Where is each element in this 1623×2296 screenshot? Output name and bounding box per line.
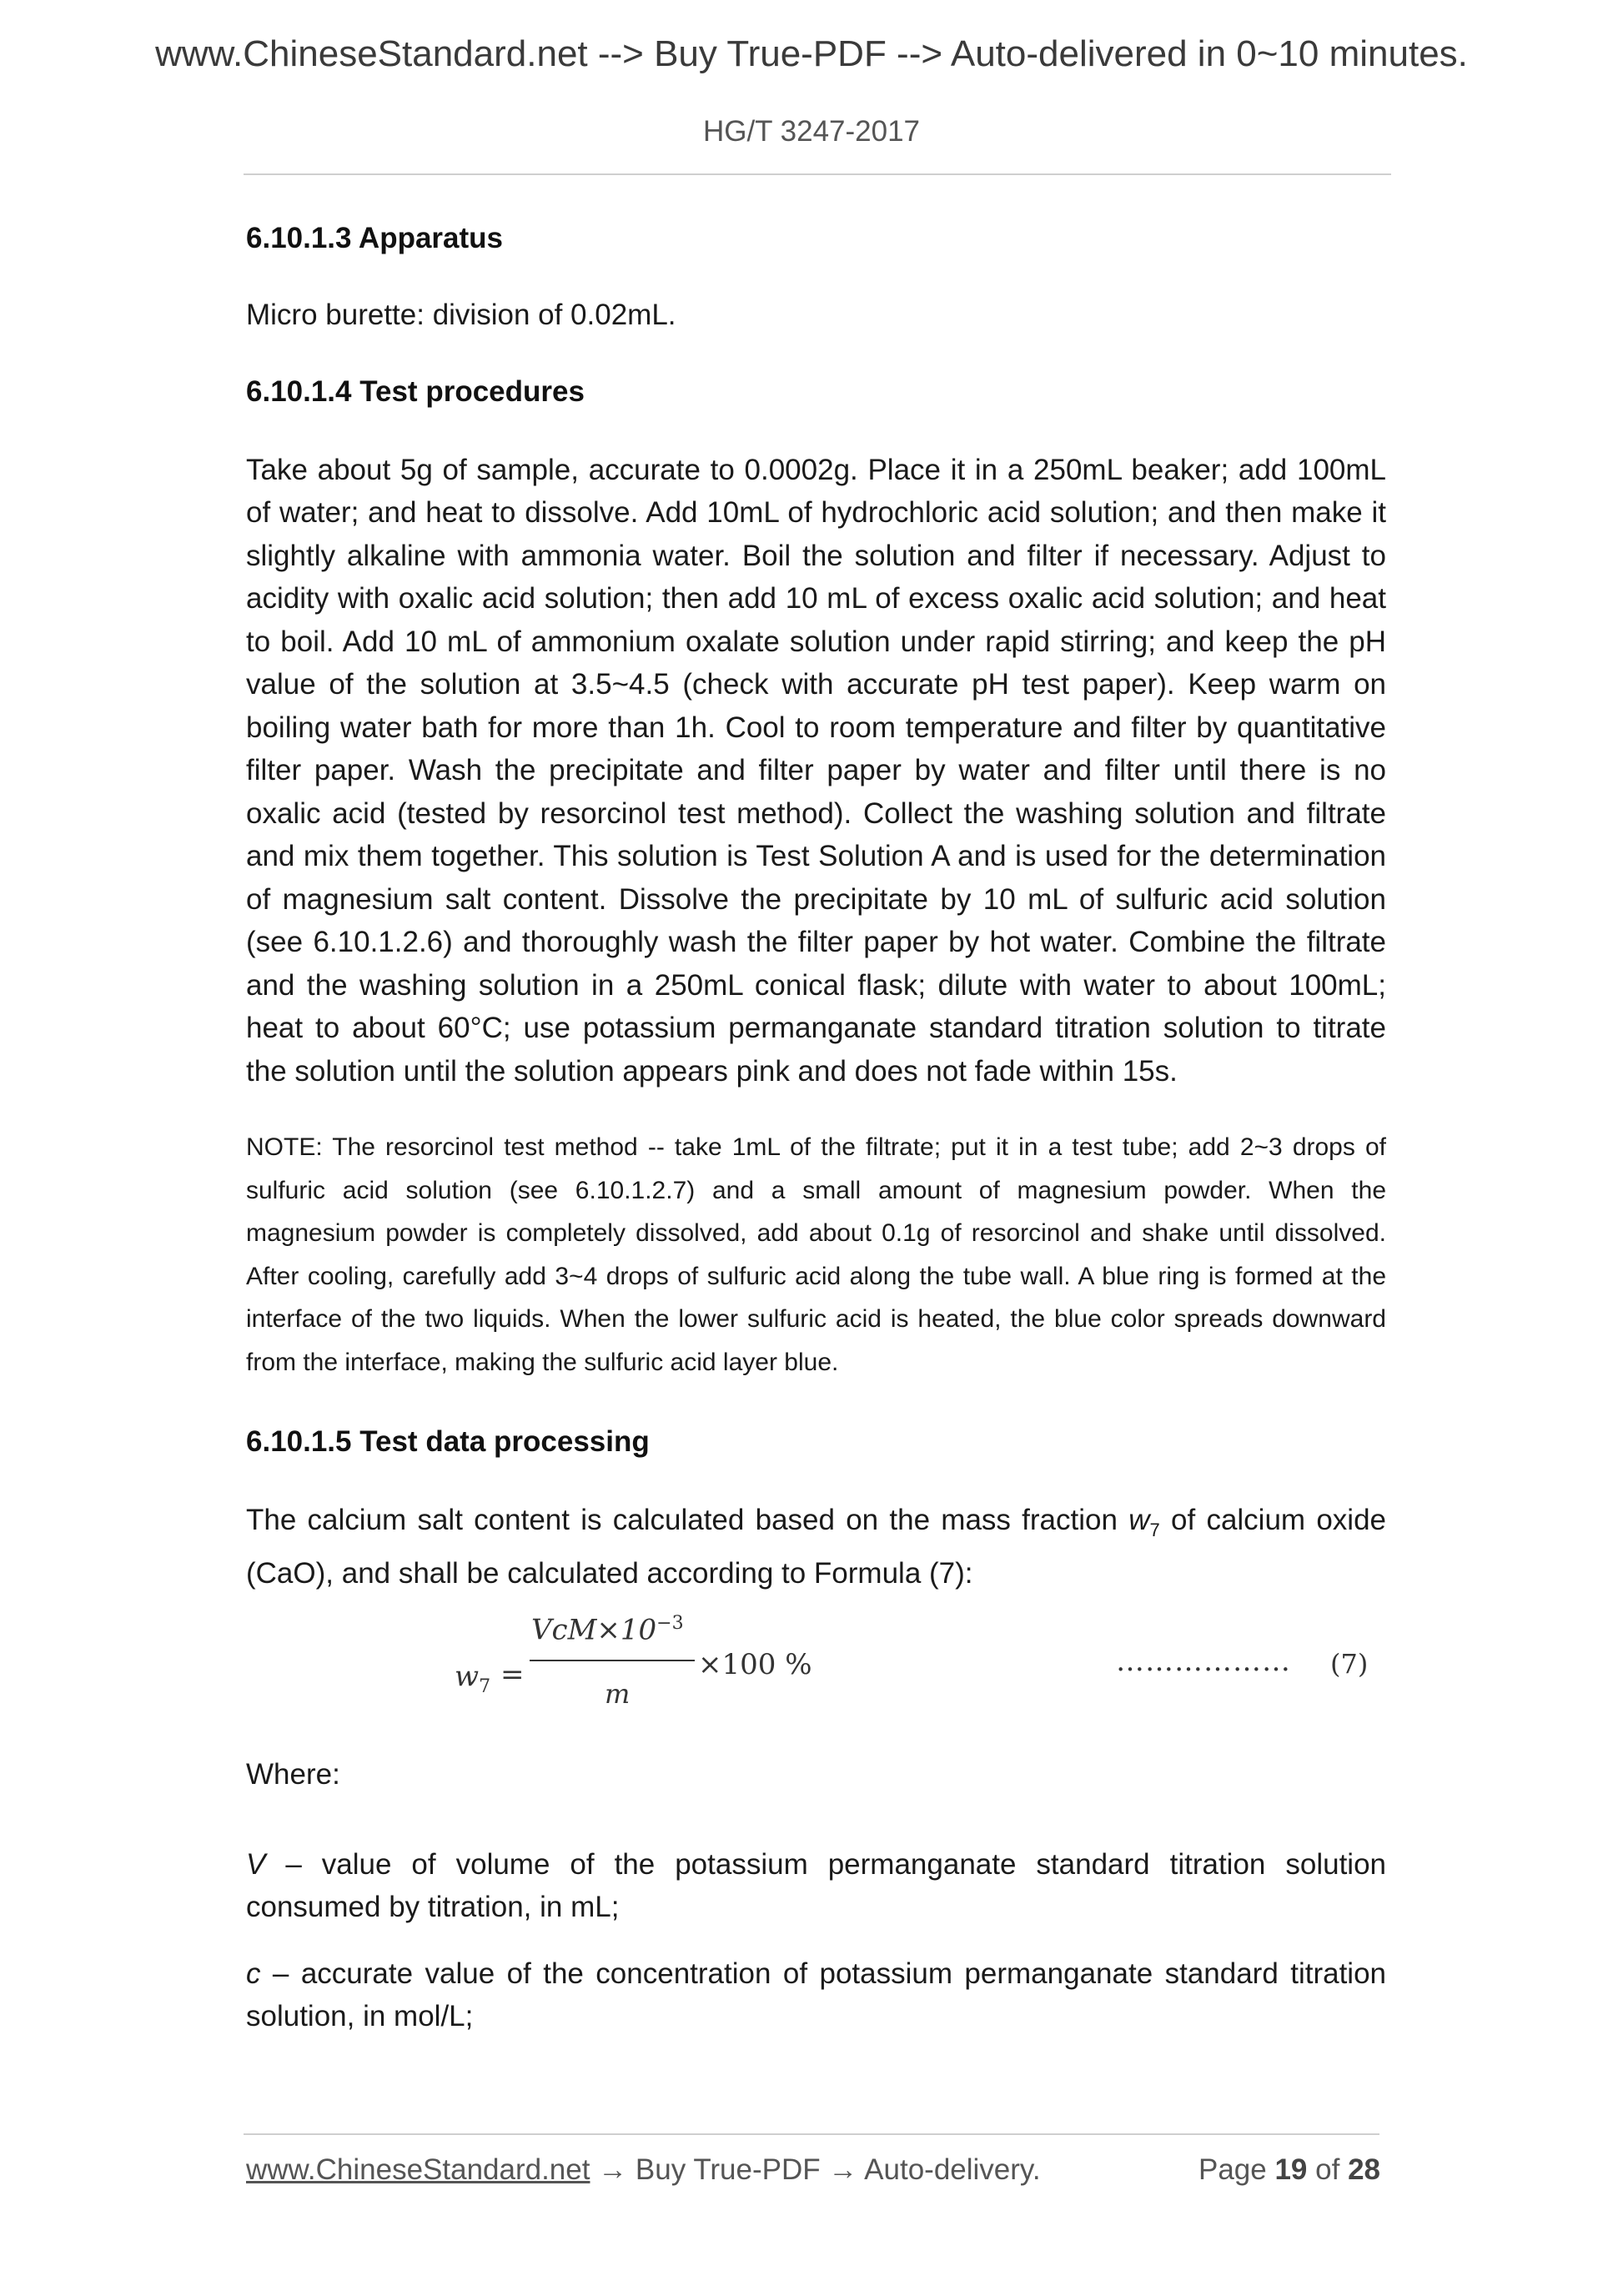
formula-tail: ×100 % bbox=[698, 1648, 812, 1681]
page-indicator: Page 19 of 28 bbox=[1198, 2153, 1380, 2186]
mass-fraction-symbol: w bbox=[1128, 1504, 1150, 1536]
apparatus-text: Micro burette: division of 0.02mL. bbox=[246, 299, 676, 331]
formula-numerator: $VcM\times 10^{-3}$ bbox=[531, 1613, 684, 1647]
procedures-heading: 6.10.1.4 Test procedures bbox=[246, 374, 585, 408]
where-label: Where: bbox=[246, 1758, 340, 1791]
top-banner: www.ChineseStandard.net --> Buy True-PDF --> Auto-delivered in 0~10 minutes. bbox=[155, 33, 1468, 74]
processing-heading: 6.10.1.5 Test data processing bbox=[246, 1425, 650, 1458]
formula-lhs: $w_7$ bbox=[455, 1660, 491, 1697]
formula-7 bbox=[246, 1595, 1386, 1753]
where-item-v: V – value of volume of the potassium permanganate standard titration solution consumed by titration, in mL; bbox=[246, 1847, 1386, 1923]
note-text: NOTE: The resorcinol test method -- take 1mL of the filtrate; put it in a test tube; add 2~3 drops of sulfuric acid solution (see 6.10.1.2.7) and a small amount of magnesium powder. When the magnesium powder is completely dissolved, add about 0.1g of resorcinol and shake until dissolved. After cooling, carefully add 3~4 drops of sulfuric acid along the tube wall. A blue ring is formed at the interface of the two liquids. When the lower sulfuric acid is heated, the blue color spreads downward from the interface, making the sulfuric acid layer blue. bbox=[246, 1133, 1386, 1376]
where-item-c: c – accurate value of the concentration of potassium permanganate standard titration solution, in mol/L; bbox=[246, 1957, 1386, 2032]
footer-site-link[interactable]: www.ChineseStandard.net bbox=[246, 2153, 590, 2186]
apparatus-heading: 6.10.1.3 Apparatus bbox=[246, 222, 504, 254]
footer-tagline: → Buy True-PDF → Auto-delivery. bbox=[590, 2153, 1041, 2186]
fraction-bar bbox=[530, 1660, 695, 1661]
footer-divider bbox=[244, 2133, 1379, 2135]
page-footer bbox=[246, 2153, 1380, 2187]
header-divider bbox=[244, 173, 1391, 175]
standard-number: HG/T 3247-2017 bbox=[702, 115, 921, 148]
formula-denominator: m bbox=[605, 1678, 631, 1710]
page-content bbox=[246, 219, 1386, 2038]
procedures-text: Take about 5g of sample, accurate to 0.0002g. Place it in a 250mL beaker; add 100mL of water; and heat to dissolve. Add 10mL of hydrochloric acid solution; and then make it slightly alkaline with ammonia water. Boil the solution and filter if necessary. Adjust to acidity with oxalic acid solution; then add 10 mL of excess oxalic acid solution; and heat to boil. Add 10 mL of ammonium oxalate solution under rapid stirring; and keep the pH value of the solution at 3.5~4.5 (check with accurate pH test paper). Keep warm on boiling water bath for more than 1h. Cool to room temperature and filter by quantitative filter paper. Wash the precipitate and filter paper by water and filter until there is no oxalic acid (tested by resorcinol test method). Collect the washing solution and filtrate and mix them together. This solution is Test Solution A and is used for the determination of magnesium salt content. Dissolve the precipitate by 10 mL of sulfuric acid solution (see 6.10.1.2.6) and thoroughly wash the filter paper by hot water. Combine the filtrate and the washing solution in a 250mL conical flask; dilute with water to about 100mL; heat to about 60°C; use potassium permanganate standard titration solution to titrate the solution until the solution appears pink and does not fade within 15s. bbox=[246, 453, 1386, 1088]
processing-text: The calcium salt content is calculated based on the mass fraction $w_7$ of calcium oxide (CaO), and shall be calculated according to Formula (7): bbox=[246, 1504, 1387, 1590]
formula-number: (7) bbox=[1330, 1648, 1369, 1680]
formula-equals: = bbox=[500, 1658, 525, 1691]
formula-leader-dots: ……………… bbox=[1116, 1645, 1291, 1678]
